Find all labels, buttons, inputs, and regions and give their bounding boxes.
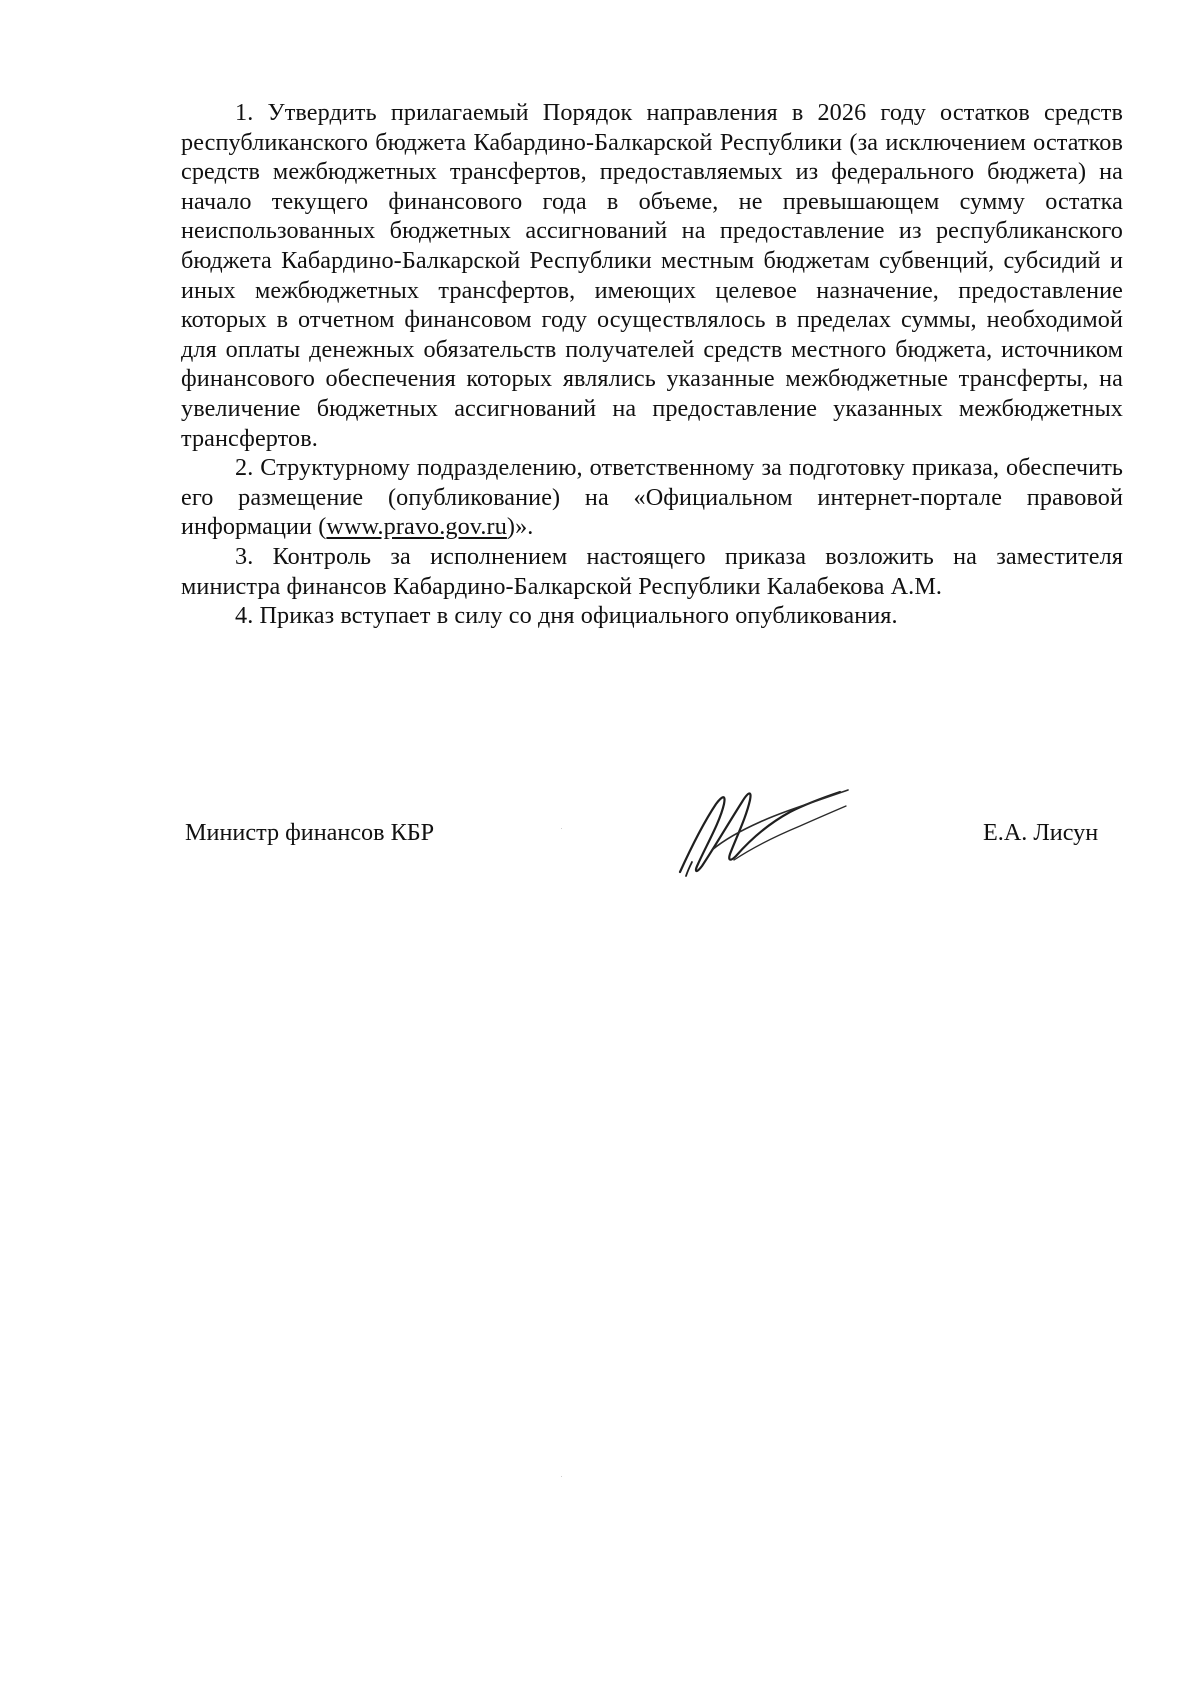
paragraph-1 — [181, 98, 1123, 453]
paragraph-4-text: 4. Приказ вступает в силу со дня официального опубликования. — [235, 602, 898, 630]
paragraph-3-text: 3. Контроль за исполнением настоящего приказа возложить на заместителя министра финансов Кабардино-Балкарской Республики Калабекова А.М. — [181, 542, 1123, 600]
signatory-name: Е.А. Лисун — [983, 819, 1099, 846]
paragraph-2-text-end: )». — [506, 513, 534, 541]
paragraph-1-text: 1. Утвердить прилагаемый Порядок направления в 2026 году остатков средств республиканского бюджета Кабардино-Балкарской Республики (за исключением остатков средств межбюджетных трансфертов, предоставляемых из федерального бюджета) на начало текущего финансового года в объеме, не превышающем сумму остатка неиспользованных бюджетных ассигнований на предоставление из республиканского бюджета Кабардино-Балкарской Республики местным бюджетам субвенций, субсидий и иных межбюджетных трансфертов, имеющих целевое назначение, предоставление которых в отчетном финансовом году осуществлялось в пределах суммы, необходимой для оплаты денежных обязательств получателей средств местного бюджета, источником финансового обеспечения которых являлись указанные межбюджетные трансферты, на увеличение бюджетных ассигнований на предоставление указанных межбюджетных трансфертов. — [181, 99, 1123, 452]
paragraph-2 — [181, 453, 1123, 542]
paragraph-4 — [181, 601, 1123, 631]
paragraph-3 — [181, 542, 1123, 601]
order-body — [181, 98, 1123, 631]
scan-speck — [561, 1476, 562, 1477]
signatory-position: Министр финансов КБР — [185, 819, 435, 846]
handwritten-signature — [672, 780, 852, 880]
pravo-link[interactable]: www.pravo.gov.ru — [326, 513, 507, 541]
paragraph-2-text-start: 2. Структурному подразделению, ответственному за подготовку приказа, обеспечить его размещение (опубликование) на «Официальном интернет-портале правовой информации ( — [181, 454, 1123, 541]
scan-speck — [561, 828, 562, 829]
